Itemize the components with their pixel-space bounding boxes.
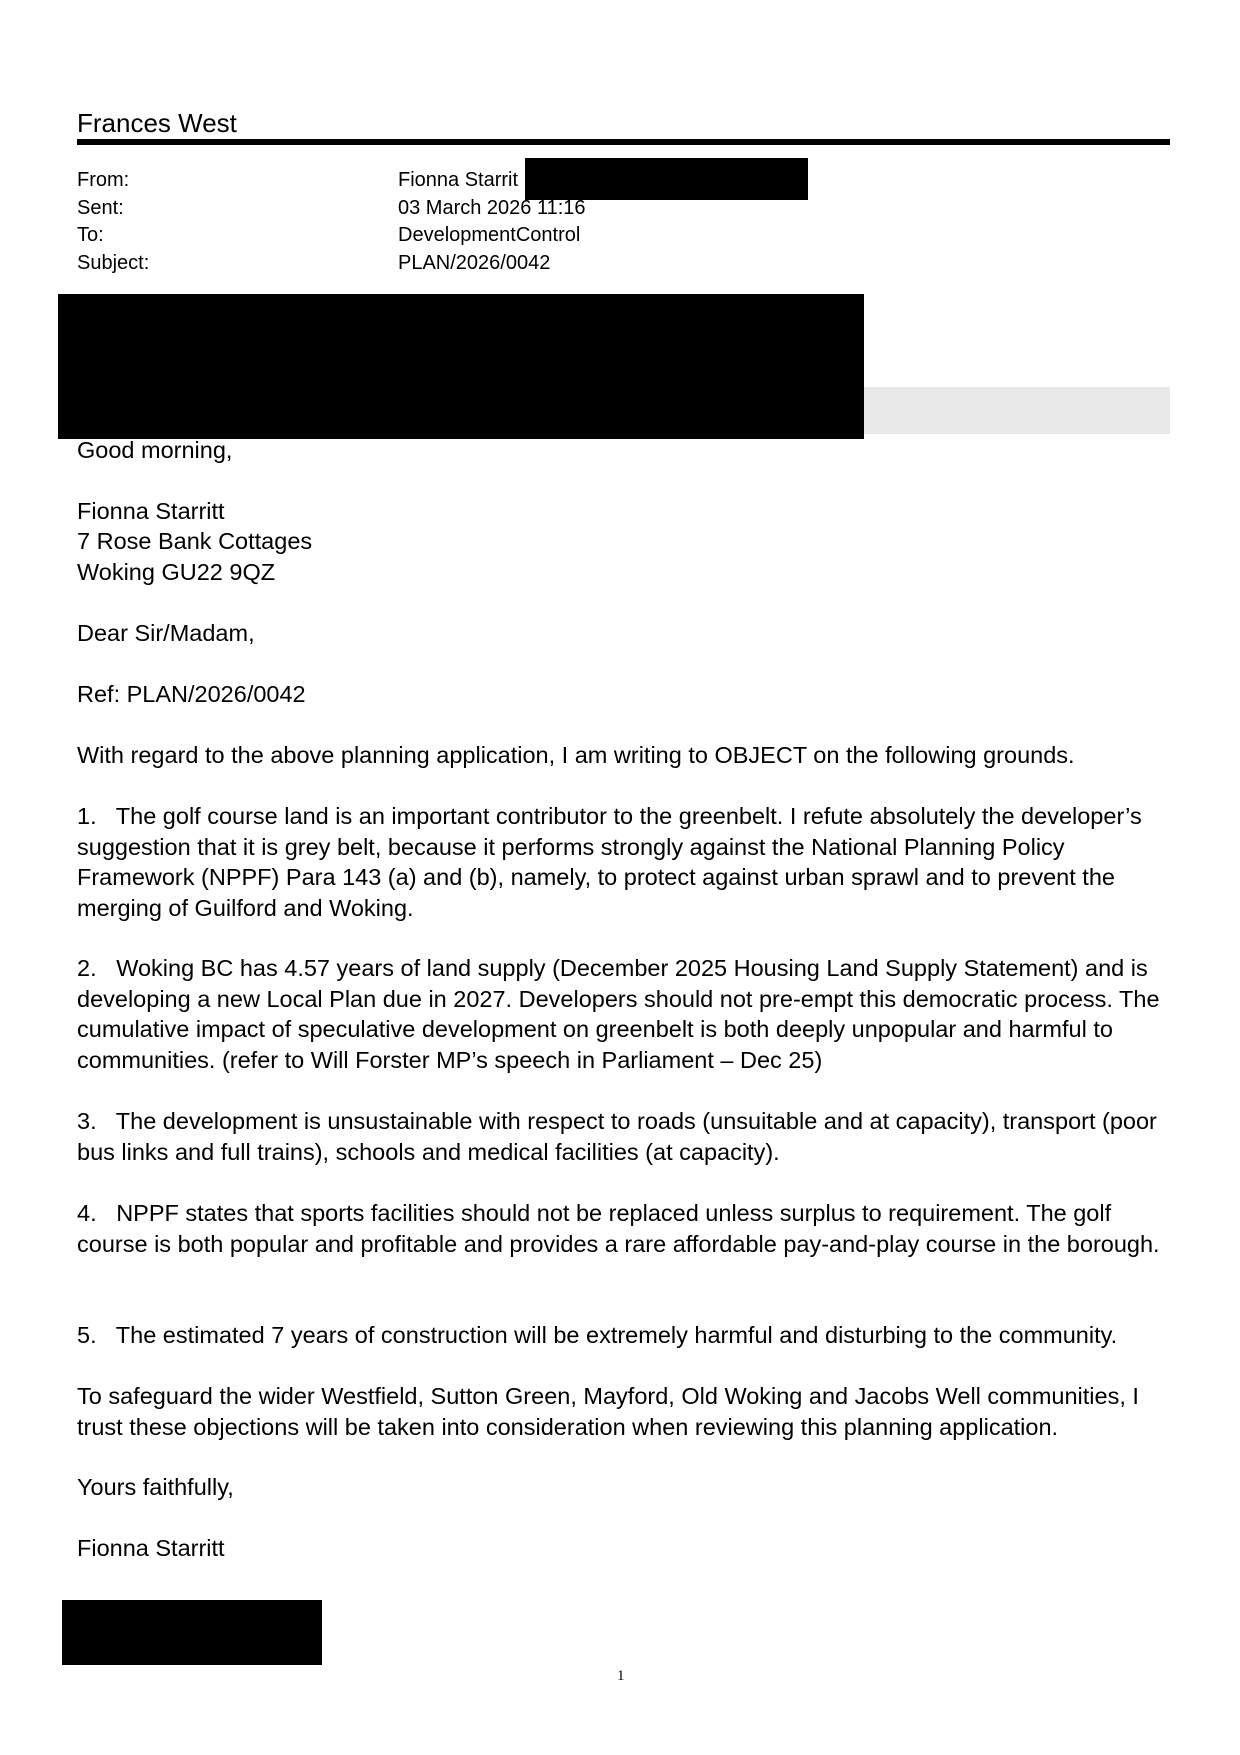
- point-number: 1.: [77, 803, 97, 829]
- address-line-1: 7 Rose Bank Cottages: [77, 528, 313, 554]
- sent-value: 03 March 2026 11:16: [398, 197, 586, 219]
- point-text: Woking BC has 4.57 years of land supply (December 2025 Housing Land Supply Statement) and is developing a new Local Plan due in 2027. Developers should not pre-empt this democratic process. The cumulative impact of speculative development on greenbelt is both deeply unpopular and harmful to communities. (refer to Will Forster MP’s speech in Parliament – Dec 25): [77, 955, 1160, 1073]
- objection-point-4: [77, 1198, 1177, 1259]
- subject-label: Subject:: [77, 252, 150, 274]
- point-number: 4.: [77, 1200, 97, 1226]
- title-divider: [77, 139, 1170, 145]
- redaction-block-bottom: [62, 1600, 322, 1665]
- redaction-email-address: [525, 158, 808, 200]
- from-value: Fionna Starrit: [398, 169, 519, 191]
- point-number: 2.: [77, 955, 97, 981]
- point-number: 5.: [77, 1322, 97, 1348]
- objection-point-5: [77, 1320, 1177, 1351]
- objection-point-2: [77, 953, 1177, 1075]
- sign-off: Yours faithfully,: [77, 1474, 234, 1500]
- to-value: DevelopmentControl: [398, 224, 581, 246]
- objection-point-1: [77, 801, 1177, 923]
- point-text: The golf course land is an important contributor to the greenbelt. I refute absolutely the developer’s suggestion that it is grey belt, because it performs strongly against the National Planning Policy Framework (NPPF) Para 143 (a) and (b), namely, to protect against urban sprawl and to prevent the merging of Guilford and Woking.: [77, 803, 1142, 921]
- subject-value: PLAN/2026/0042: [398, 252, 551, 274]
- point-text: NPPF states that sports facilities should not be replaced unless surplus to requirement. The golf course is both popular and profitable and provides a rare affordable pay-and-play course in the borough.: [77, 1200, 1160, 1257]
- page-number: 1: [617, 1668, 625, 1684]
- closing-paragraph: To safeguard the wider Westfield, Sutton Green, Mayford, Old Woking and Jacobs Well communities, I trust these objections will be taken into consideration when reviewing this planning application.: [77, 1383, 1139, 1440]
- redaction-block-top: [58, 294, 864, 439]
- salutation: Dear Sir/Madam,: [77, 620, 255, 646]
- signature-name: Fionna Starritt: [77, 1535, 225, 1561]
- intro-paragraph: With regard to the above planning application, I am writing to OBJECT on the following grounds.: [77, 742, 1075, 768]
- reference-line: Ref: PLAN/2026/0042: [77, 681, 306, 707]
- sender-name: Fionna Starritt: [77, 498, 225, 524]
- point-text: The estimated 7 years of construction will be extremely harmful and disturbing to the community.: [115, 1322, 1118, 1348]
- address-line-2: Woking GU22 9QZ: [77, 559, 276, 585]
- point-number: 3.: [77, 1108, 97, 1134]
- objection-point-3: [77, 1106, 1177, 1167]
- sent-label: Sent:: [77, 197, 124, 219]
- from-label: From:: [77, 169, 130, 191]
- greeting: Good morning,: [77, 437, 233, 463]
- to-label: To:: [77, 224, 104, 246]
- page-title: Frances West: [77, 108, 237, 138]
- point-text: The development is unsustainable with respect to roads (unsuitable and at capacity), transport (poor bus links and full trains), schools and medical facilities (at capacity).: [77, 1108, 1157, 1165]
